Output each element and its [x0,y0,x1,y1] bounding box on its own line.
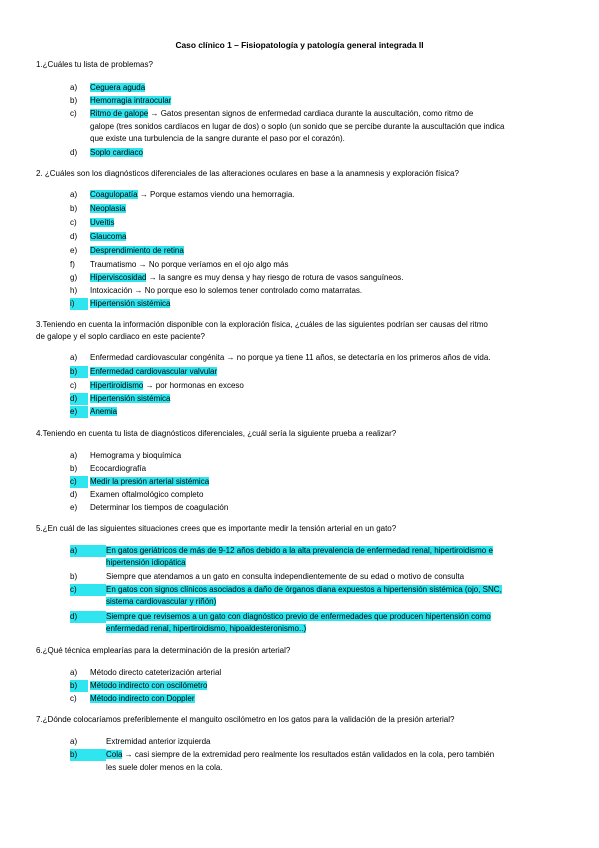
option-letter: d) [70,611,106,623]
option-text: Ritmo de galope [90,109,149,118]
option-letter: b) [70,680,88,692]
option-text: Hiperviscosidad [90,273,147,282]
option-letter: a) [70,737,78,746]
option-letter: e) [70,503,78,512]
option-text-line: hipertensión idiopática [106,558,186,567]
option-text: Traumatismo → No porque veríamos en el ojo algo más [90,260,289,269]
option-text: Desprendimiento de retina [90,246,184,255]
option-letter: f) [70,260,75,269]
option-text: Ceguera aguda [90,83,146,92]
option-text-line: enfermedad renal, hipertiroidismo, hipoaldesteronismo..) [106,624,307,633]
option-text: Glaucoma [90,232,127,241]
question-3-cont: de galope y el soplo cardiaco en este paciente? [36,332,206,341]
option-letter: a) [70,668,78,677]
option-text: Neoplasia [90,204,126,213]
option-text-line: sistema cardiovascular y riñón) [106,597,217,606]
option-letter: b) [70,96,78,105]
option-text: Hipertensión sistémica [90,394,171,403]
option-letter: c) [70,476,88,488]
option-note: → por hormonas en exceso [143,381,244,390]
option-note-line: les suele doler menos en la cola. [106,763,223,772]
option-text: Siempre que atendamos a un gato en consulta independientemente de su edad o motivo de consulta [106,572,465,581]
option-letter: e) [70,406,88,418]
option-text: Anemia [90,407,118,416]
question-5: 5.¿En cuál de las siguientes situaciones crees que es importante medir la tensión arterial en un gato? [36,524,397,533]
option-text: Soplo cardiaco [90,148,143,157]
option-text: Enfermedad cardiovascular valvular [90,367,218,376]
option-letter: a) [70,83,78,92]
option-text: Hemograma y bioquímica [90,451,182,460]
option-text: Cola [106,750,123,759]
option-text: Siempre que revisemos a un gato con diagnóstico previo de enfermedades que producen hipertensión como [106,612,491,621]
option-text: Método directo cateterización arterial [90,668,222,677]
option-letter: d) [70,148,78,157]
option-text: Hemorragia intraocular [90,96,172,105]
option-note: → Porque estamos viendo una hemorragia. [137,190,295,199]
option-text: Determinar los tiempos de coagulación [90,503,229,512]
option-letter: e) [70,246,78,255]
question-4: 4.Teniendo en cuenta tu lista de diagnósticos diferenciales, ¿cuál sería la siguiente prueba a realizar? [36,429,397,438]
option-letter: b) [70,366,88,378]
option-letter: c) [70,694,77,703]
question-3: 3.Teniendo en cuenta la información disponible con la exploración física, ¿cuáles de las siguientes podrían ser causas del ritmo [36,320,488,329]
option-text: Medir la presión arterial sistémica [90,477,210,486]
option-text: Coagulopatía [90,190,138,199]
option-letter: b) [70,204,78,213]
option-letter: a) [70,451,78,460]
option-letter: d) [70,393,88,405]
option-text: Hipertiroidismo [90,381,144,390]
option-note: → casi siempre de la extremidad pero realmente los resultados están validados en la cola, pero también [122,750,495,759]
option-letter: c) [70,109,77,118]
option-letter: a) [70,545,106,557]
option-text: En gatos geriátricos de más de 9-12 años debido a la alta prevalencia de enfermedad renal, hipertiroidismo e [106,546,493,555]
option-letter: a) [70,353,78,362]
option-letter: d) [70,232,78,241]
option-text: Ecocardiografía [90,464,147,473]
option-letter: c) [70,218,77,227]
option-text: En gatos con signos clínicos asociados a daño de órganos diana expuestos a hipertensión sistémica (ojo, SNC, [106,585,502,594]
option-letter: a) [70,190,78,199]
option-note-line: galope (tres sonidos cardíacos en lugar de dos) o soplo (un sonido que se percibe durante la auscultación que indica [90,122,505,131]
option-letter: h) [70,286,78,295]
option-letter: c) [70,381,77,390]
option-text: Método indirecto con oscilómetro [90,681,208,690]
option-letter: c) [70,584,106,596]
option-text: Método indirecto con Doppler [90,694,195,703]
option-letter: b) [70,749,106,761]
question-6: 6.¿Qué técnica emplearías para la determinación de la presión arterial? [36,646,291,655]
option-text: Enfermedad cardiovascular congénita → no porque ya tiene 11 años, se detectaría en los primeros años de vida. [90,353,491,362]
option-letter: d) [70,490,78,499]
option-letter: b) [70,464,78,473]
option-text: Intoxicación → No porque eso lo solemos tener controlado como matarratas. [90,286,363,295]
option-note: → la sangre es muy densa y hay riesgo de rotura de vasos sanguíneos. [146,273,404,282]
option-letter: g) [70,273,78,282]
option-text: Uveítis [90,218,115,227]
page-title: Caso clínico 1 – Fisiopatología y patología general integrada II [175,40,424,50]
option-text: Hipertensión sistémica [90,299,171,308]
option-note-line: que existe una turbulencia de la sangre durante el paso por el corazón). [90,134,345,143]
question-1: 1.¿Cuáles tu lista de problemas? [36,60,153,69]
option-note: → Gatos presentan signos de enfermedad cardiaca durante la auscultación, como ritmo de [148,109,474,118]
question-2: 2. ¿Cuáles son los diagnósticos diferenciales de las alteraciones oculares en base a la anamnesis y exploración física? [36,169,459,178]
option-text: Examen oftalmológico completo [90,490,204,499]
question-7: 7.¿Dónde colocaríamos preferiblemente el manguito oscilómetro en los gatos para la validación de la presión arterial? [36,715,455,724]
option-letter: b) [70,572,78,581]
option-letter: i) [70,298,88,310]
option-text: Extremidad anterior izquierda [106,737,211,746]
